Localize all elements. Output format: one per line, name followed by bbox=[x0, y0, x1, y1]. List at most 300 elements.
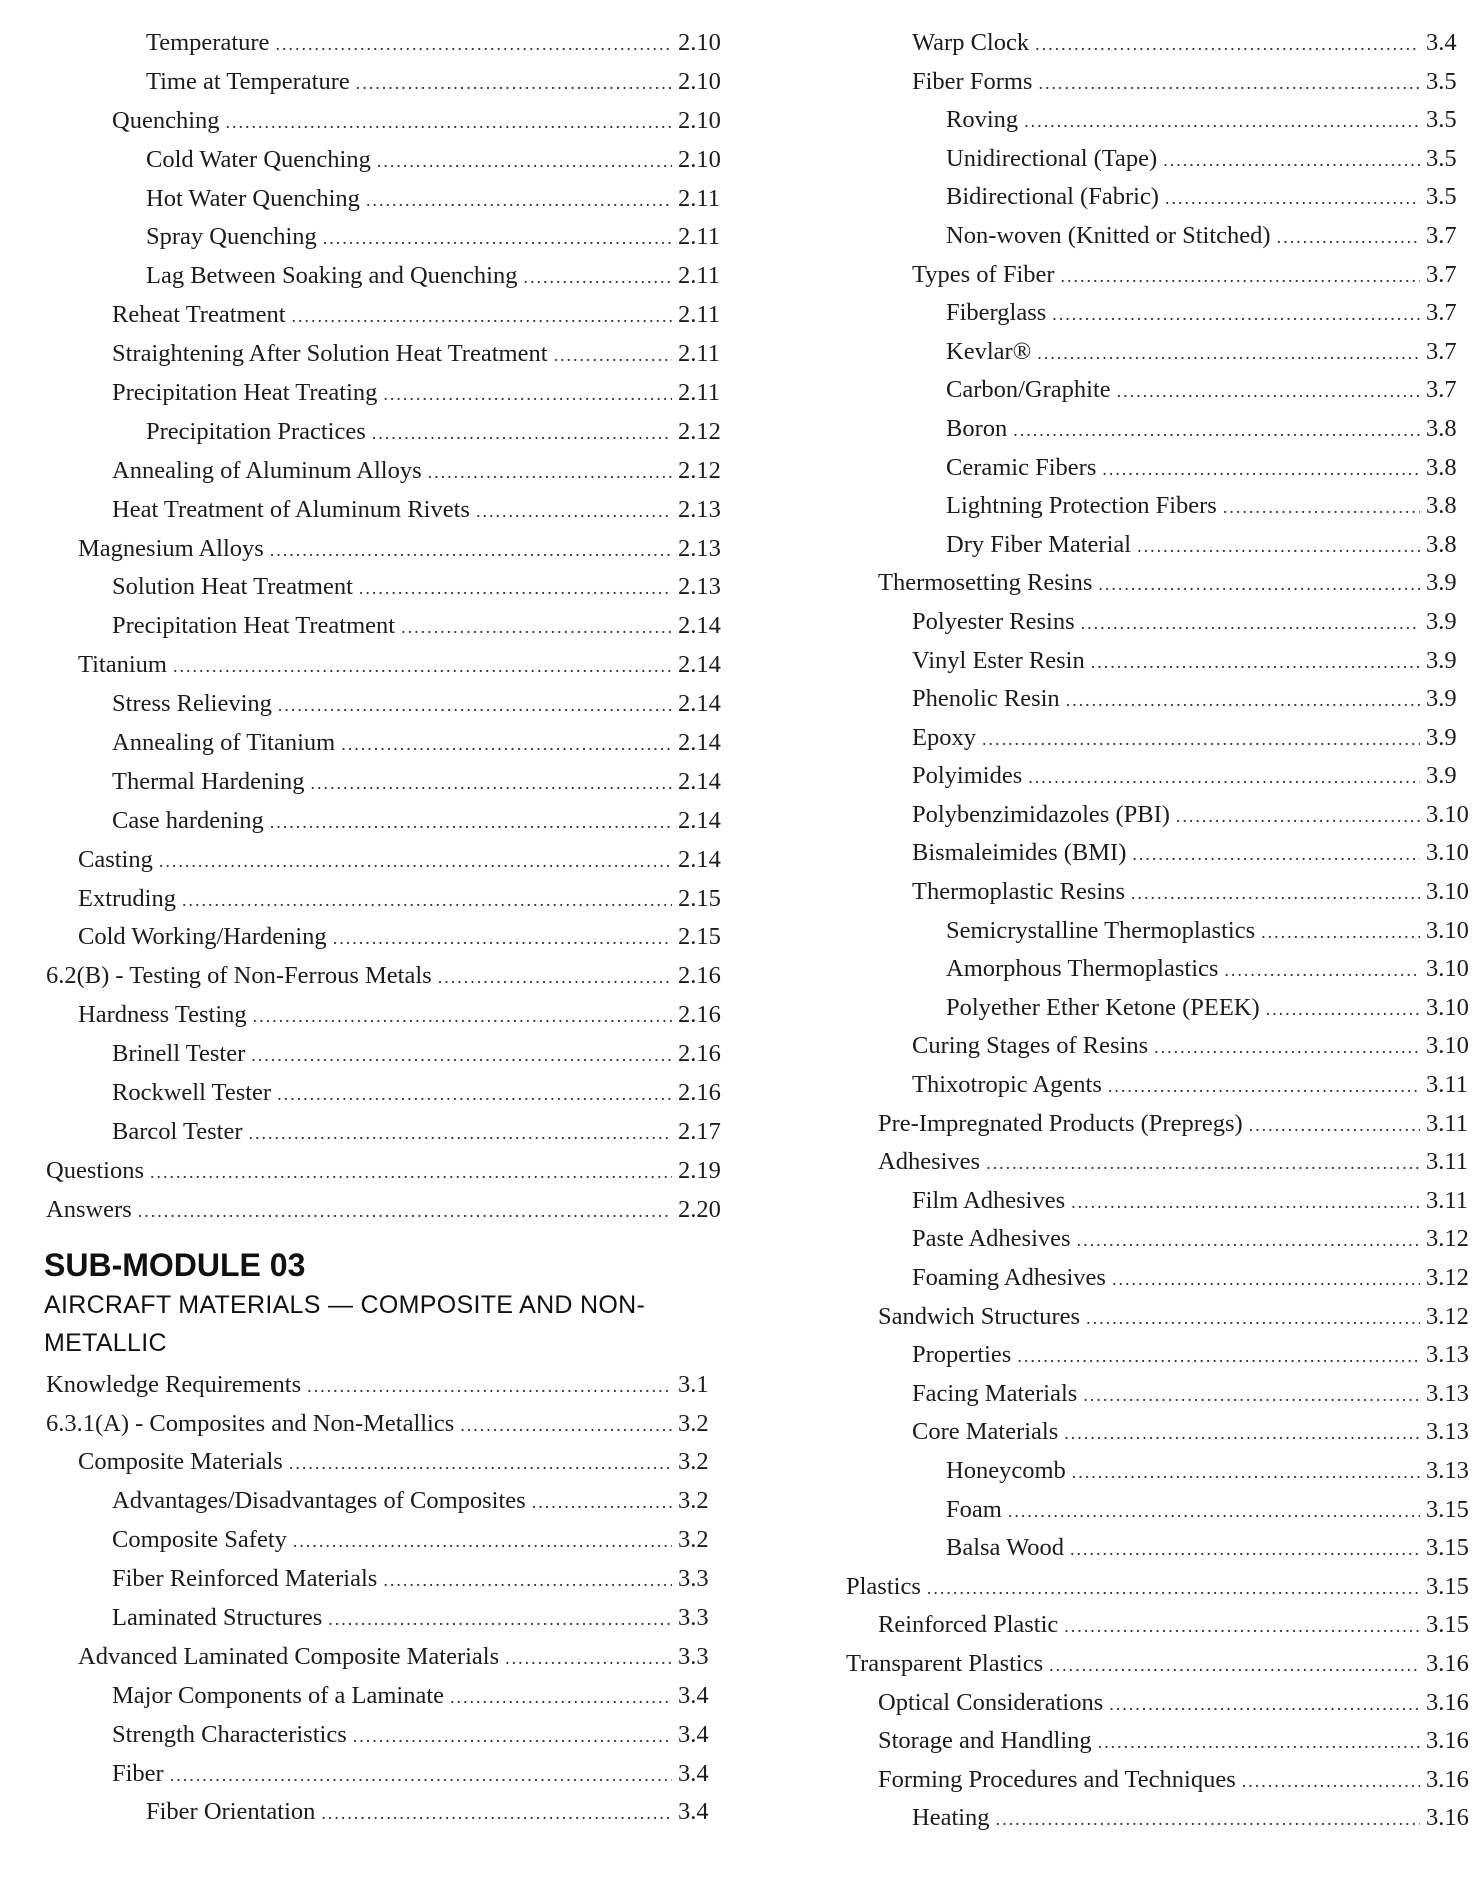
dot-leader bbox=[996, 1800, 1420, 1839]
toc-entry-page: 2.11 bbox=[678, 262, 720, 290]
dot-leader bbox=[1024, 102, 1420, 141]
toc-entry-page: 3.7 bbox=[1426, 337, 1457, 365]
dot-leader bbox=[1037, 334, 1420, 373]
toc-entry-title: Epoxy bbox=[912, 723, 976, 751]
dot-leader bbox=[927, 1569, 1420, 1608]
dot-leader bbox=[1081, 604, 1420, 643]
toc-entry-title: Plastics bbox=[846, 1572, 921, 1600]
toc-entry-title: Annealing of Aluminum Alloys bbox=[112, 456, 422, 484]
dot-leader bbox=[1131, 874, 1420, 913]
toc-entry bbox=[40, 63, 740, 102]
toc-entry-title: Paste Adhesives bbox=[912, 1225, 1071, 1253]
toc-entry-title: Stress Relieving bbox=[112, 690, 272, 718]
dot-leader bbox=[554, 336, 672, 375]
toc-entry bbox=[840, 1452, 1476, 1491]
dot-leader bbox=[1049, 1646, 1420, 1685]
toc-entry-title: Types of Fiber bbox=[912, 260, 1055, 288]
toc-entry bbox=[40, 1560, 740, 1599]
toc-list-submodule-02 bbox=[40, 24, 740, 1230]
toc-entry-page: 2.17 bbox=[678, 1117, 721, 1145]
dot-leader bbox=[438, 958, 672, 997]
toc-entry-title: Fiber Reinforced Materials bbox=[112, 1565, 378, 1593]
toc-entry bbox=[40, 1443, 740, 1482]
toc-entry-title: Foaming Adhesives bbox=[912, 1264, 1106, 1291]
toc-entry-page: 3.2 bbox=[678, 1448, 709, 1476]
toc-entry-page: 2.14 bbox=[678, 845, 721, 873]
toc-entry-page: 3.5 bbox=[1426, 183, 1457, 211]
toc-entry bbox=[40, 918, 740, 957]
toc-entry bbox=[40, 413, 740, 452]
toc-entry-page: 3.13 bbox=[1426, 1379, 1469, 1407]
dot-leader bbox=[1117, 372, 1420, 411]
dot-leader bbox=[1163, 141, 1420, 180]
dot-leader bbox=[1035, 25, 1420, 64]
toc-entry-title: Casting bbox=[78, 845, 153, 873]
toc-entry-page: 3.11 bbox=[1426, 1148, 1468, 1176]
toc-entry-page: 2.14 bbox=[678, 612, 721, 640]
toc-entry bbox=[840, 24, 1476, 63]
dot-leader bbox=[170, 1756, 672, 1795]
toc-entry-page: 2.10 bbox=[678, 67, 721, 95]
toc-entry bbox=[840, 1182, 1476, 1221]
dot-leader bbox=[353, 1717, 672, 1756]
toc-entry bbox=[840, 1413, 1476, 1452]
toc-entry-title: Spray Quenching bbox=[146, 223, 317, 251]
toc-entry bbox=[40, 724, 740, 763]
toc-left-column bbox=[40, 24, 740, 1832]
toc-entry bbox=[840, 526, 1476, 565]
toc-entry-title: Core Materials bbox=[912, 1418, 1059, 1446]
toc-entry-title: Sandwich Structures bbox=[878, 1302, 1081, 1330]
toc-entry-page: 2.16 bbox=[678, 1040, 721, 1068]
dot-leader bbox=[333, 919, 672, 958]
toc-entry-title: Lightning Protection Fibers bbox=[946, 492, 1217, 520]
dot-leader bbox=[1077, 1221, 1420, 1260]
toc-entry-title: Thermal Hardening bbox=[112, 767, 305, 795]
dot-leader bbox=[1102, 450, 1420, 489]
toc-entry-title: Annealing of Titanium bbox=[112, 729, 336, 757]
toc-entry bbox=[840, 1220, 1476, 1259]
toc-entry bbox=[40, 1113, 740, 1152]
toc-entry-page: 3.1 bbox=[678, 1370, 709, 1398]
dot-leader bbox=[982, 720, 1420, 759]
toc-entry bbox=[840, 1298, 1476, 1337]
toc-entry-title: Bidirectional (Fabric) bbox=[946, 183, 1159, 211]
toc-entry-page: 3.8 bbox=[1426, 492, 1457, 520]
toc-entry-page: 2.12 bbox=[678, 456, 721, 484]
dot-leader bbox=[1261, 913, 1420, 952]
toc-entry-page: 3.10 bbox=[1426, 1032, 1469, 1060]
dot-leader bbox=[150, 1153, 672, 1192]
toc-entry-title: Titanium bbox=[78, 651, 167, 679]
toc-entry bbox=[840, 1105, 1476, 1144]
toc-entry bbox=[40, 1599, 740, 1638]
toc-entry-title: Thermoplastic Resins bbox=[912, 878, 1125, 906]
toc-entry-title: Transparent Plastics bbox=[846, 1649, 1044, 1677]
toc-entry-page: 3.13 bbox=[1426, 1456, 1469, 1484]
dot-leader bbox=[182, 881, 672, 920]
toc-entry-page: 2.11 bbox=[678, 223, 720, 251]
toc-entry-page: 3.8 bbox=[1426, 530, 1457, 558]
toc-entry-title: Polyester Resins bbox=[912, 607, 1075, 635]
dot-leader bbox=[341, 725, 672, 764]
dot-leader bbox=[1108, 1067, 1420, 1106]
toc-entry-title: Facing Materials bbox=[912, 1379, 1078, 1407]
toc-entry bbox=[840, 487, 1476, 526]
dot-leader bbox=[505, 1639, 672, 1678]
toc-entry bbox=[840, 989, 1476, 1028]
toc-entry-title: Polyether Ether Ketone (PEEK) bbox=[946, 993, 1260, 1021]
toc-entry-page: 2.11 bbox=[678, 379, 720, 407]
dot-leader bbox=[159, 842, 672, 881]
toc-entry bbox=[840, 1259, 1476, 1298]
toc-entry bbox=[40, 530, 740, 569]
dot-leader bbox=[275, 25, 672, 64]
toc-entry-page: 3.3 bbox=[678, 1642, 709, 1670]
toc-entry-page: 3.9 bbox=[1426, 646, 1457, 674]
dot-leader bbox=[278, 686, 672, 725]
toc-entry-page: 3.4 bbox=[1426, 29, 1457, 56]
toc-entry-page: 3.11 bbox=[1426, 1186, 1468, 1214]
toc-entry-page: 2.14 bbox=[678, 729, 721, 757]
dot-leader bbox=[323, 219, 672, 258]
toc-entry-page: 3.5 bbox=[1426, 106, 1457, 134]
toc-entry bbox=[40, 102, 740, 141]
toc-entry bbox=[840, 1027, 1476, 1066]
toc-entry-title: Heat Treatment of Aluminum Rivets bbox=[112, 495, 470, 523]
toc-entry-title: Lag Between Soaking and Quenching bbox=[146, 262, 518, 290]
toc-entry bbox=[840, 873, 1476, 912]
toc-entry-page: 3.9 bbox=[1426, 762, 1457, 790]
toc-entry-title: 6.2(B) - Testing of Non-Ferrous Metals bbox=[46, 962, 432, 990]
dot-leader bbox=[321, 1794, 672, 1833]
toc-entry-page: 3.15 bbox=[1426, 1534, 1469, 1562]
toc-entry bbox=[40, 957, 740, 996]
toc-entry-title: Precipitation Heat Treating bbox=[112, 379, 378, 407]
toc-entry-page: 3.13 bbox=[1426, 1418, 1469, 1446]
toc-list-submodule-03-continued bbox=[840, 24, 1476, 1838]
toc-entry-title: Composite Safety bbox=[112, 1526, 287, 1554]
dot-leader bbox=[1109, 1685, 1420, 1724]
toc-entry-title: Composite Materials bbox=[78, 1448, 283, 1476]
toc-entry-title: Polyimides bbox=[912, 762, 1023, 790]
toc-entry-title: Properties bbox=[912, 1341, 1012, 1369]
toc-entry bbox=[40, 141, 740, 180]
toc-entry bbox=[840, 1761, 1476, 1800]
dot-leader bbox=[1008, 1492, 1420, 1531]
toc-entry-title: Temperature bbox=[146, 29, 270, 56]
toc-entry bbox=[840, 140, 1476, 179]
toc-entry bbox=[840, 834, 1476, 873]
toc-entry-page: 2.13 bbox=[678, 495, 721, 523]
toc-entry-page: 2.14 bbox=[678, 806, 721, 834]
toc-entry-title: Reheat Treatment bbox=[112, 301, 286, 329]
toc-entry-page: 3.2 bbox=[678, 1409, 709, 1437]
toc-entry-title: Storage and Handling bbox=[878, 1727, 1092, 1755]
toc-entry-page: 2.11 bbox=[678, 301, 720, 329]
toc-entry-title: Major Components of a Laminate bbox=[112, 1681, 445, 1709]
toc-entry bbox=[840, 294, 1476, 333]
toc-entry-page: 3.9 bbox=[1426, 723, 1457, 751]
toc-entry bbox=[840, 642, 1476, 681]
toc-entry bbox=[840, 63, 1476, 102]
dot-leader bbox=[1038, 64, 1420, 103]
dot-leader bbox=[292, 297, 672, 336]
dot-leader bbox=[1061, 257, 1420, 296]
toc-entry-page: 3.2 bbox=[678, 1526, 709, 1554]
toc-entry bbox=[40, 841, 740, 880]
toc-entry-page: 2.14 bbox=[678, 767, 721, 795]
toc-entry bbox=[840, 564, 1476, 603]
dot-leader bbox=[523, 258, 672, 297]
toc-entry-title: Phenolic Resin bbox=[912, 685, 1060, 713]
toc-entry bbox=[840, 1066, 1476, 1105]
dot-leader bbox=[1277, 218, 1420, 257]
toc-entry-page: 3.7 bbox=[1426, 376, 1457, 404]
toc-entry-title: Warp Clock bbox=[912, 29, 1030, 56]
toc-entry-title: Roving bbox=[946, 106, 1019, 134]
dot-leader bbox=[270, 531, 672, 570]
toc-entry-title: Fiber bbox=[112, 1759, 164, 1787]
toc-entry-page: 3.9 bbox=[1426, 685, 1457, 713]
dot-leader bbox=[1072, 1453, 1420, 1492]
toc-entry bbox=[40, 1638, 740, 1677]
dot-leader bbox=[428, 453, 672, 492]
toc-entry-page: 3.8 bbox=[1426, 414, 1457, 442]
toc-entry-page: 2.15 bbox=[678, 884, 721, 912]
toc-entry-title: Semicrystalline Thermoplastics bbox=[946, 916, 1256, 944]
toc-entry-title: Vinyl Ester Resin bbox=[912, 646, 1085, 674]
dot-leader bbox=[311, 764, 672, 803]
toc-entry-page: 3.10 bbox=[1426, 993, 1469, 1021]
toc-entry bbox=[840, 757, 1476, 796]
toc-entry-page: 3.11 bbox=[1426, 1071, 1468, 1099]
toc-entry-title: Fiber Forms bbox=[912, 67, 1033, 95]
dot-leader bbox=[460, 1406, 672, 1445]
toc-entry-title: Cold Working/Hardening bbox=[78, 923, 327, 951]
toc-entry bbox=[840, 371, 1476, 410]
toc-entry-page: 3.16 bbox=[1426, 1649, 1469, 1677]
dot-leader bbox=[328, 1600, 672, 1639]
toc-entry-page: 3.15 bbox=[1426, 1495, 1469, 1523]
submodule-subtitle: AIRCRAFT MATERIALS — COMPOSITE AND NON-METALLIC bbox=[44, 1290, 646, 1357]
dot-leader bbox=[293, 1522, 672, 1561]
toc-entry-title: Unidirectional (Tape) bbox=[946, 144, 1158, 172]
toc-entry-page: 3.10 bbox=[1426, 878, 1469, 906]
toc-entry-title: Cold Water Quenching bbox=[146, 145, 371, 173]
dot-leader bbox=[1176, 797, 1420, 836]
toc-entry-title: Fiber Orientation bbox=[146, 1798, 316, 1826]
toc-entry bbox=[40, 1191, 740, 1230]
dot-leader bbox=[307, 1367, 672, 1406]
toc-entry-page: 2.19 bbox=[678, 1156, 721, 1184]
toc-entry-title: Answers bbox=[46, 1195, 132, 1223]
dot-leader bbox=[986, 1144, 1420, 1183]
toc-entry-title: Knowledge Requirements bbox=[46, 1370, 302, 1398]
toc-entry-page: 2.12 bbox=[678, 417, 721, 445]
toc-entry-page: 2.16 bbox=[678, 1001, 721, 1029]
toc-entry bbox=[840, 1799, 1476, 1838]
toc-entry bbox=[40, 996, 740, 1035]
toc-entry bbox=[40, 335, 740, 374]
toc-entry-title: Case hardening bbox=[112, 806, 264, 834]
toc-entry-page: 2.15 bbox=[678, 923, 721, 951]
toc-entry bbox=[840, 101, 1476, 140]
toc-entry-title: Straightening After Solution Heat Treatment bbox=[112, 340, 548, 368]
toc-entry-page: 3.16 bbox=[1426, 1727, 1469, 1755]
toc-entry-page: 3.9 bbox=[1426, 569, 1457, 597]
toc-entry-page: 3.7 bbox=[1426, 221, 1457, 249]
toc-entry bbox=[40, 180, 740, 219]
toc-entry bbox=[40, 491, 740, 530]
dot-leader bbox=[1132, 835, 1420, 874]
toc-entry bbox=[40, 452, 740, 491]
toc-entry-title: Optical Considerations bbox=[878, 1688, 1104, 1716]
toc-entry bbox=[40, 763, 740, 802]
toc-entry bbox=[40, 568, 740, 607]
toc-entry bbox=[40, 880, 740, 919]
toc-entry-page: 3.9 bbox=[1426, 607, 1457, 635]
toc-entry-page: 3.2 bbox=[678, 1487, 709, 1515]
dot-leader bbox=[1091, 643, 1420, 682]
dot-leader bbox=[1098, 565, 1420, 604]
submodule-title: SUB-MODULE 03 bbox=[44, 1246, 306, 1283]
dot-leader bbox=[1266, 990, 1420, 1029]
toc-entry-page: 3.3 bbox=[678, 1603, 709, 1631]
dot-leader bbox=[1070, 1530, 1420, 1569]
toc-entry-page: 3.10 bbox=[1426, 839, 1469, 867]
toc-entry-page: 2.14 bbox=[678, 690, 721, 718]
toc-entry bbox=[840, 256, 1476, 295]
dot-leader bbox=[1052, 295, 1420, 334]
toc-entry bbox=[840, 178, 1476, 217]
toc-entry-page: 3.4 bbox=[678, 1759, 709, 1787]
toc-entry bbox=[840, 1568, 1476, 1607]
dot-leader bbox=[1154, 1028, 1420, 1067]
toc-entry-title: Reinforced Plastic bbox=[878, 1611, 1059, 1639]
dot-leader bbox=[1223, 488, 1420, 527]
toc-entry bbox=[840, 1336, 1476, 1375]
dot-leader bbox=[1224, 951, 1420, 990]
toc-entry-page: 3.4 bbox=[678, 1798, 709, 1826]
toc-entry-page: 3.12 bbox=[1426, 1302, 1469, 1330]
dot-leader bbox=[532, 1483, 672, 1522]
dot-leader bbox=[1064, 1607, 1420, 1646]
dot-leader bbox=[1249, 1106, 1420, 1145]
dot-leader bbox=[277, 1075, 672, 1114]
toc-entry bbox=[40, 257, 740, 296]
toc-entry-page: 3.4 bbox=[678, 1681, 709, 1709]
toc-entry-title: Foam bbox=[946, 1495, 1002, 1523]
toc-entry-title: Questions bbox=[46, 1156, 144, 1184]
toc-entry-title: Quenching bbox=[112, 106, 220, 134]
toc-entry-page: 2.13 bbox=[678, 534, 721, 562]
toc-entry-page: 3.5 bbox=[1426, 144, 1457, 172]
toc-entry bbox=[840, 1529, 1476, 1568]
dot-leader bbox=[270, 803, 672, 842]
toc-entry bbox=[840, 1722, 1476, 1761]
toc-entry bbox=[40, 1521, 740, 1560]
toc-entry-title: Honeycomb bbox=[946, 1456, 1066, 1484]
toc-entry-page: 3.16 bbox=[1426, 1688, 1469, 1716]
dot-leader bbox=[1137, 527, 1420, 566]
toc-entry-title: Dry Fiber Material bbox=[946, 530, 1132, 558]
toc-entry bbox=[40, 1152, 740, 1191]
toc-entry-title: Ceramic Fibers bbox=[946, 453, 1097, 481]
dot-leader bbox=[1098, 1723, 1420, 1762]
toc-entry-title: Advanced Laminated Composite Materials bbox=[78, 1642, 500, 1670]
toc-entry-title: Strength Characteristics bbox=[112, 1720, 347, 1748]
toc-entry bbox=[840, 912, 1476, 951]
toc-entry bbox=[40, 1074, 740, 1113]
dot-leader bbox=[1013, 411, 1420, 450]
dot-leader bbox=[226, 103, 673, 142]
toc-entry-page: 2.14 bbox=[678, 651, 721, 679]
toc-entry bbox=[40, 218, 740, 257]
toc-entry-title: Curing Stages of Resins bbox=[912, 1032, 1149, 1060]
toc-entry bbox=[40, 374, 740, 413]
toc-entry-title: Thixotropic Agents bbox=[912, 1071, 1102, 1099]
toc-entry-title: Boron bbox=[946, 414, 1008, 442]
toc-entry-page: 2.10 bbox=[678, 145, 721, 173]
toc-entry bbox=[40, 1793, 740, 1832]
toc-entry-page: 3.10 bbox=[1426, 916, 1469, 944]
toc-entry-title: Brinell Tester bbox=[112, 1040, 246, 1068]
toc-entry-title: Kevlar® bbox=[946, 337, 1032, 365]
toc-entry bbox=[40, 1716, 740, 1755]
toc-entry bbox=[840, 1606, 1476, 1645]
toc-list-submodule-03 bbox=[40, 1366, 740, 1833]
toc-entry-title: Amorphous Thermoplastics bbox=[946, 955, 1219, 983]
toc-entry-page: 2.11 bbox=[678, 340, 720, 368]
dot-leader bbox=[1112, 1260, 1420, 1299]
toc-entry-title: 6.3.1(A) - Composites and Non-Metallics bbox=[46, 1409, 455, 1437]
toc-entry-page: 3.8 bbox=[1426, 453, 1457, 481]
toc-entry bbox=[840, 1491, 1476, 1530]
dot-leader bbox=[450, 1678, 672, 1717]
toc-entry-page: 3.15 bbox=[1426, 1611, 1469, 1639]
dot-leader bbox=[356, 64, 672, 103]
toc-entry bbox=[840, 333, 1476, 372]
toc-entry bbox=[840, 1645, 1476, 1684]
dot-leader bbox=[138, 1192, 672, 1231]
dot-leader bbox=[359, 569, 672, 608]
dot-leader bbox=[1017, 1337, 1420, 1376]
toc-entry bbox=[840, 719, 1476, 758]
toc-entry bbox=[40, 646, 740, 685]
toc-entry-page: 3.10 bbox=[1426, 800, 1469, 828]
toc-entry bbox=[40, 685, 740, 724]
dot-leader bbox=[1242, 1762, 1420, 1801]
toc-entry-title: Precipitation Heat Treatment bbox=[112, 612, 396, 640]
toc-entry bbox=[840, 449, 1476, 488]
toc-entry-page: 3.3 bbox=[678, 1565, 709, 1593]
toc-entry-page: 2.16 bbox=[678, 962, 721, 990]
submodule-heading bbox=[40, 1230, 740, 1366]
toc-entry-page: 3.13 bbox=[1426, 1341, 1469, 1369]
toc-entry-page: 3.16 bbox=[1426, 1804, 1469, 1832]
toc-entry bbox=[840, 796, 1476, 835]
toc-entry bbox=[40, 1482, 740, 1521]
toc-entry bbox=[40, 1366, 740, 1405]
dot-leader bbox=[401, 608, 672, 647]
toc-entry-page: 2.10 bbox=[678, 106, 721, 134]
toc-entry bbox=[840, 1375, 1476, 1414]
toc-entry-title: Hardness Testing bbox=[78, 1001, 247, 1029]
toc-entry-title: Non-woven (Knitted or Stitched) bbox=[946, 221, 1271, 249]
toc-entry-page: 3.7 bbox=[1426, 260, 1457, 288]
toc-entry bbox=[840, 217, 1476, 256]
